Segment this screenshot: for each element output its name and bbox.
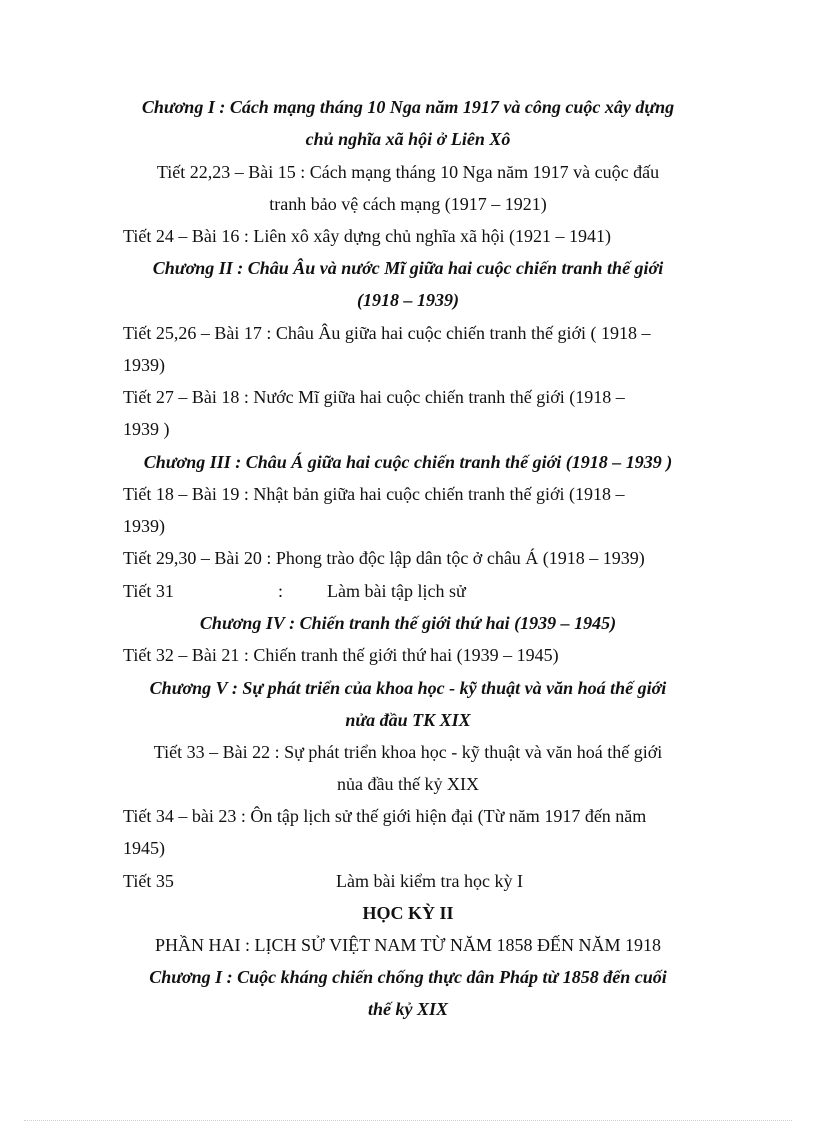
lesson-18-cont: 1939 ) [123,419,170,439]
chapter-4-heading: Chương IV : Chiến tranh thế giới thứ hai (1939 – 1945) [199,613,617,633]
chapter-1-heading: Chương I : Cách mạng tháng 10 Nga năm 1917 và công cuộc xây dựng [141,97,675,117]
lesson-15: Tiết 22,23 – Bài 15 : Cách mạng tháng 10 Nga năm 1917 và cuộc đấu [156,162,660,182]
lesson-21: Tiết 32 – Bài 21 : Chiến tranh thế giới thứ hai (1939 – 1945) [123,645,559,665]
lesson-31-title: Làm bài tập lịch sử [327,581,466,601]
lesson-31-colon: : [278,581,284,601]
lesson-35-title: Làm bài kiểm tra học kỳ I [336,871,523,891]
lesson-19: Tiết 18 – Bài 19 : Nhật bản giữa hai cuộc chiến tranh thế giới (1918 – [123,484,625,504]
lesson-18: Tiết 27 – Bài 18 : Nước Mĩ giữa hai cuộc chiến tranh thế giới (1918 – [123,387,625,407]
lesson-23: Tiết 34 – bài 23 : Ôn tập lịch sử thế giới hiện đại (Từ năm 1917 đến năm [123,806,647,826]
chapter-5-heading: Chương V : Sự phát triển của khoa học - kỹ thuật và văn hoá thế giới [149,678,667,698]
chapter-2-heading: Chương II : Châu Âu và nước Mĩ giữa hai cuộc chiến tranh thế giới [152,258,664,278]
lesson-16: Tiết 24 – Bài 16 : Liên xô xây dựng chủ nghĩa xã hội (1921 – 1941) [123,226,612,246]
part-2-chapter-1-heading: Chương I : Cuộc kháng chiến chống thực dân Pháp từ 1858 đến cuối [149,967,667,987]
chapter-3-heading: Chương III : Châu Á giữa hai cuộc chiến tranh thế giới (1918 – 1939 ) [143,452,673,472]
lesson-22-cont: nủa đầu thế kỷ XIX [337,774,479,794]
lesson-23-cont: 1945) [123,838,165,858]
lesson-20: Tiết 29,30 – Bài 20 : Phong trào độc lập dân tộc ở châu Á (1918 – 1939) [123,548,645,568]
lesson-35-label: Tiết 35 [123,871,174,891]
chapter-1-heading-cont: chủ nghĩa xã hội ở Liên Xô [305,129,511,149]
lesson-17: Tiết 25,26 – Bài 17 : Châu Âu giữa hai cuộc chiến tranh thế giới ( 1918 – [123,323,651,343]
lesson-19-cont: 1939) [123,516,165,536]
part-2-heading: PHẦN HAI : LỊCH SỬ VIỆT NAM TỪ NĂM 1858 ĐẾN NĂM 1918 [155,935,661,955]
chapter-5-heading-cont: nửa đầu TK XIX [345,710,471,730]
lesson-31-label: Tiết 31 [123,581,174,601]
page-bottom-divider [24,1120,792,1121]
lesson-22: Tiết 33 – Bài 22 : Sự phát triển khoa học - kỹ thuật và văn hoá thế giới [153,742,663,762]
semester-2-heading: HỌC KỲ II [362,903,454,923]
chapter-2-heading-cont: (1918 – 1939) [357,290,459,310]
lesson-15-cont: tranh bảo vệ cách mạng (1917 – 1921) [269,194,547,214]
lesson-17-cont: 1939) [123,355,165,375]
part-2-chapter-1-heading-cont: thế kỷ XIX [367,999,448,1019]
